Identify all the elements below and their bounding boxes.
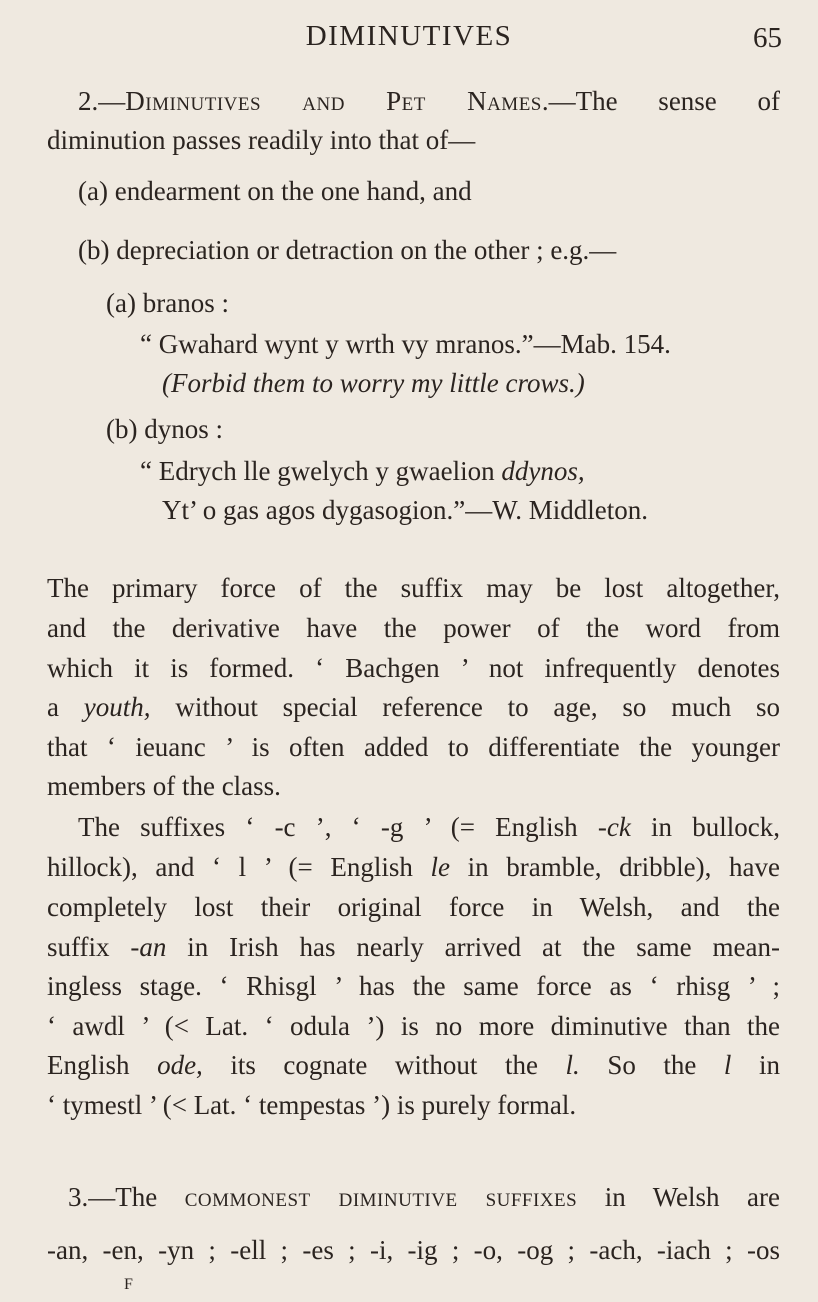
page-number: 65 xyxy=(753,22,782,54)
section-heading: commonest diminutive suffixes xyxy=(184,1182,578,1212)
paragraph-2-line-3: completely lost their original force in Welsh, and the xyxy=(47,892,780,922)
section-heading: Diminutives and Pet Names xyxy=(125,86,542,116)
example-a-translation: (Forbid them to worry my little crows.) xyxy=(162,368,585,398)
signature-mark: F xyxy=(124,1276,133,1293)
paragraph-1-line-6: members of the class. xyxy=(47,771,281,801)
paragraph-1-line-5: that ‘ ieuanc ’ is often added to differentiate the younger xyxy=(47,732,780,762)
example-b-label: (b) dynos : xyxy=(106,414,223,444)
paragraph-2-line-7: English ode, its cognate without the l. So the l in xyxy=(47,1050,780,1080)
example-a-label: (a) branos : xyxy=(106,288,229,318)
example-b-quote-line-2: Yt’ o gas agos dygasogion.”—W. Middleton. xyxy=(162,495,648,525)
paragraph-2-line-8: ‘ tymestl ’ (< Lat. ‘ tempestas ’) is purely formal. xyxy=(47,1090,577,1120)
section-3-heading-line: 3.—The commonest diminutive suffixes in Welsh are xyxy=(68,1182,780,1212)
example-a-quote: “ Gwahard wynt y wrth vy mranos.”—Mab. 154. xyxy=(140,329,671,359)
paragraph-2-line-1: The suffixes ‘ -c ’, ‘ -g ’ (= English -ck in bullock, xyxy=(78,812,780,842)
intro-text: .—The sense of xyxy=(541,86,780,116)
section-number: 2.— xyxy=(78,86,126,116)
intro-line-2: diminution passes readily into that of— xyxy=(47,125,476,155)
list-item-b: (b) depreciation or detraction on the other ; e.g.— xyxy=(78,235,617,265)
list-item-a: (a) endearment on the one hand, and xyxy=(78,176,472,206)
paragraph-2-line-5: ingless stage. ‘ Rhisgl ’ has the same force as ‘ rhisg ’ ; xyxy=(47,971,780,1001)
example-b-quote-line-1: “ Edrych lle gwelych y gwaelion ddynos, xyxy=(140,456,585,486)
section-2-heading-line xyxy=(78,84,780,118)
section-number: 3.—The xyxy=(68,1182,185,1212)
running-header: DIMINUTIVES xyxy=(305,20,513,52)
suffix-list: -an, -en, -yn ; -ell ; -es ; -i, -ig ; -o, -og ; -ach, -iach ; -os xyxy=(47,1235,780,1265)
paragraph-1-line-2: and the derivative have the power of the word from xyxy=(47,613,780,643)
paragraph-1-line-4: a youth, without special reference to age, so much so xyxy=(47,692,781,722)
paragraph-2-line-6: ‘ awdl ’ (< Lat. ‘ odula ’) is no more diminutive than the xyxy=(47,1011,780,1041)
paragraph-1-line-3: which it is formed. ‘ Bachgen ’ not infrequently denotes xyxy=(47,653,780,683)
paragraph-2-line-4: suffix -an in Irish has nearly arrived at the same mean- xyxy=(47,932,780,962)
paragraph-2-line-2: hillock), and ‘ l ’ (= English le in bramble, dribble), have xyxy=(47,852,780,882)
paragraph-1-line-1: The primary force of the suffix may be lost altogether, xyxy=(47,573,780,603)
